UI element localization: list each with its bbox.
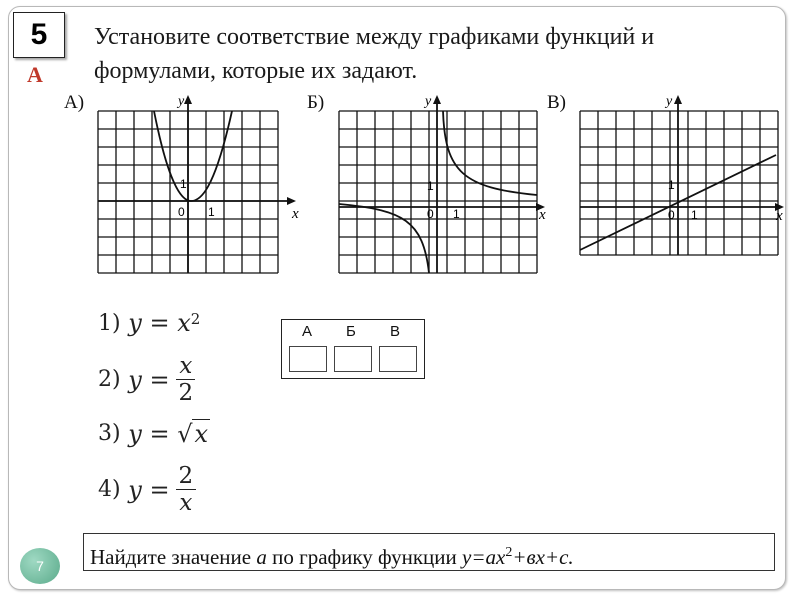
formula-lhs: y: [128, 419, 142, 448]
formula-number: 2): [98, 367, 121, 392]
y-tick-one: 1: [427, 179, 434, 193]
formula-2: [98, 353, 196, 406]
y-axis-label: y: [178, 94, 185, 109]
task-title: Установите соответствие между графиками функций и формулами, которые их задают.: [94, 24, 655, 84]
formula-number: 4): [98, 477, 121, 502]
bottom-formula-prefix: y=ax: [462, 545, 506, 569]
task-letter: А: [27, 62, 43, 87]
bottom-text-before: Найдите значение: [90, 545, 257, 569]
formula-4: [98, 463, 196, 516]
y-axis-label: y: [425, 94, 432, 109]
fraction-denominator: 2: [178, 380, 194, 406]
formula-equals: =: [149, 309, 170, 337]
grid: [580, 111, 778, 255]
fraction: [176, 463, 197, 516]
formula-lhs: y: [128, 365, 142, 394]
answer-header-v: В: [390, 323, 401, 340]
formula-lhs: y: [128, 475, 142, 504]
graph-label-b: Б): [307, 92, 325, 113]
formula-number: 3): [98, 421, 121, 446]
x-tick-one: 1: [208, 205, 215, 219]
bottom-formula-exponent: 2: [505, 545, 513, 560]
formula-equals: =: [149, 475, 170, 504]
graph-v: [574, 92, 789, 277]
origin-label: 0: [668, 208, 675, 222]
answer-table: [281, 319, 425, 379]
graph-label-a: А): [64, 92, 85, 113]
sqrt-sign: √: [177, 419, 193, 448]
graph-label-v: В): [547, 92, 566, 113]
formula-equals: =: [149, 419, 170, 448]
formula-exponent: 2: [190, 310, 201, 328]
formula-lhs: y: [128, 309, 142, 337]
answer-cell-a[interactable]: [289, 346, 327, 372]
x-axis-label: x: [539, 207, 546, 223]
formula-1: [98, 309, 200, 337]
parabola-curve: [154, 111, 232, 201]
y-axis-arrow: [433, 95, 441, 104]
fraction: [176, 353, 197, 406]
graph-b: [333, 92, 553, 277]
x-tick-one: 1: [453, 207, 460, 221]
hyperbola-left-branch: [339, 204, 429, 273]
bottom-var-a: a: [256, 545, 267, 569]
y-tick-one: 1: [668, 178, 675, 192]
y-axis-label: y: [666, 94, 673, 109]
graph-a: [92, 92, 307, 277]
fraction-numerator: x: [176, 353, 195, 380]
formula-base: x: [177, 309, 191, 337]
bottom-task: [83, 533, 775, 571]
bottom-formula-suffix: +вx+c.: [512, 545, 574, 569]
fraction-numerator: 2: [176, 463, 197, 490]
y-axis-arrow: [674, 95, 682, 104]
x-tick-one: 1: [691, 208, 698, 222]
formula-3: [98, 419, 210, 448]
answer-header-b: Б: [346, 323, 356, 340]
task-number: 5: [13, 12, 65, 58]
page-number-badge: 7: [20, 548, 60, 584]
origin-label: 0: [178, 205, 185, 219]
x-axis-label: x: [776, 208, 783, 224]
y-tick-one: 1: [180, 177, 187, 191]
bottom-text-mid: по графику функции: [266, 545, 463, 569]
formula-number: 1): [98, 310, 121, 336]
formula-list: [98, 305, 298, 535]
x-axis-label: x: [292, 206, 299, 222]
sqrt-radicand: x: [194, 420, 209, 448]
formula-equals: =: [149, 365, 170, 394]
answer-header-a: А: [302, 323, 313, 340]
x-axis-arrow: [287, 197, 296, 205]
y-axis-arrow: [184, 95, 192, 104]
origin-label: 0: [427, 207, 434, 221]
fraction-denominator: x: [179, 490, 193, 516]
answer-cell-b[interactable]: [334, 346, 372, 372]
answer-cell-v[interactable]: [379, 346, 417, 372]
